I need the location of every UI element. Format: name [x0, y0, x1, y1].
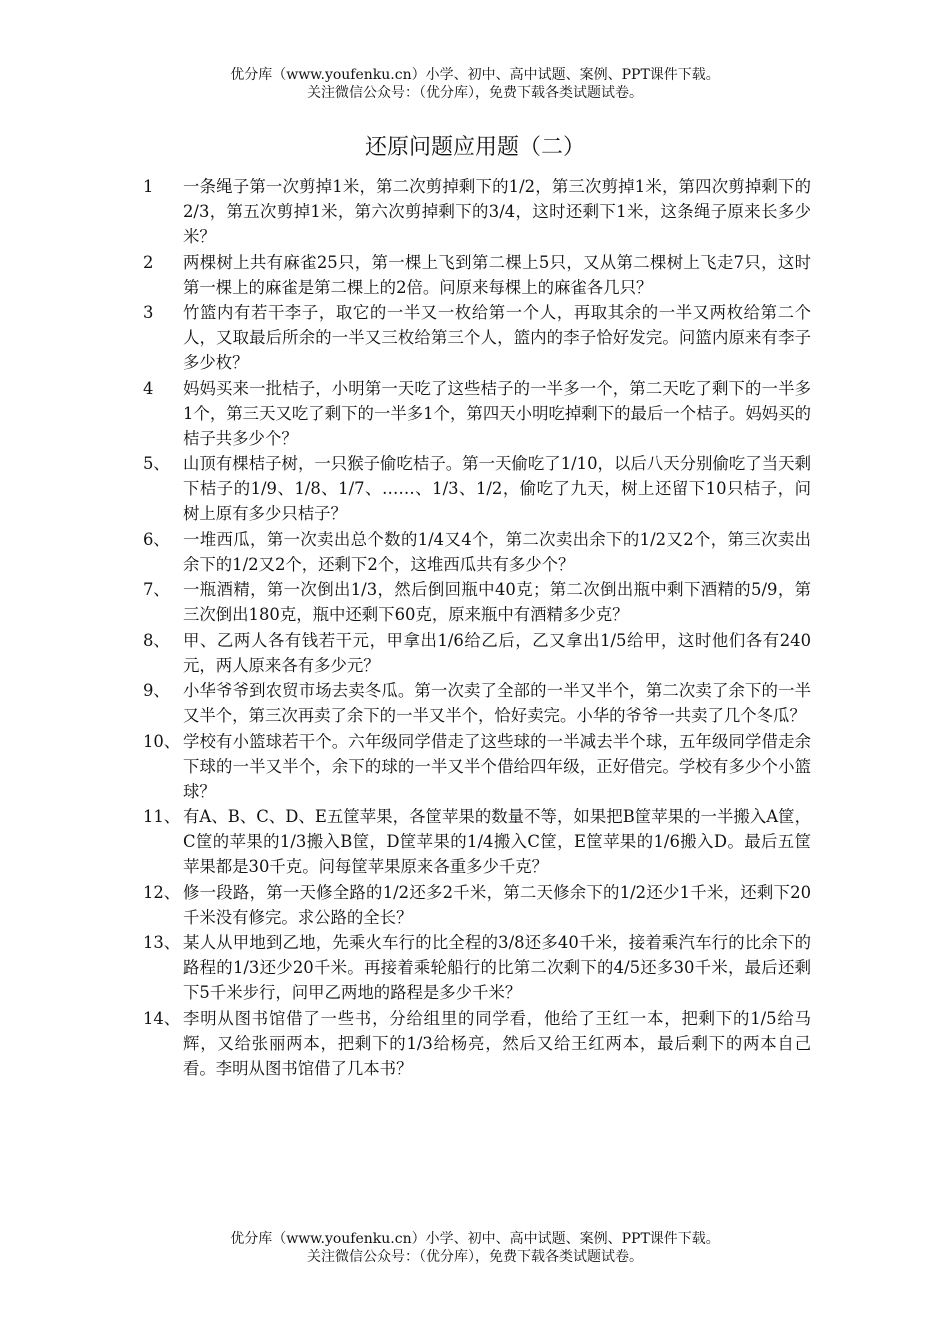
problem-number: 3 — [143, 303, 154, 322]
problem-item — [143, 1006, 811, 1081]
problem-text: 修一段路，第一天修全路的1/2还多2千米，第二天修余下的1/2还少1千米，还剩下20千米没有修完。求公路的全长？ — [183, 882, 811, 927]
problem-number: 14、 — [143, 1008, 181, 1028]
problem-number: 13、 — [143, 933, 181, 952]
problem-number: 4 — [143, 378, 154, 398]
footer-line-2: 关注微信公众号：（优分库），免费下载各类试题试卷。 — [307, 1249, 643, 1265]
problem-item — [143, 174, 811, 249]
problem-text: 甲、乙两人各有钱若干元，甲拿出1/6给乙后，乙又拿出1/5给甲，这时他们各有240元，两人原来各有多少元？ — [183, 630, 811, 675]
problem-item — [143, 300, 811, 375]
problem-number: 1 — [143, 177, 154, 196]
problem-text: 有A、B、C、D、E五筐苹果，各筐苹果的数量不等，如果把B筐苹果的一半搬入A筐，C筐的苹果的1/3搬入B筐，D筐苹果的1/4搬入C筐，E筐苹果的1/6搬入D。最后五筐苹果都是30千克。问每筐苹果原来各重多少千克？ — [183, 807, 811, 876]
page-header — [0, 66, 950, 102]
footer-line-1: 优分库（www.youfenku.cn）小学、初中、高中试题、案例、PPT课件下载。 — [230, 1231, 720, 1247]
problem-number: 12、 — [143, 882, 181, 902]
problem-text: 山顶有棵桔子树，一只猴子偷吃桔子。第一天偷吃了1/10，以后八天分别偷吃了当天剩下桔子的1/9、1/8、1/7、……、1/3、1/2，偷吃了九天，树上还留下10只桔子，问树上原有多少只桔子？ — [183, 454, 811, 523]
header-line-1: 优分库（www.youfenku.cn）小学、初中、高中试题、案例、PPT课件下载。 — [230, 67, 720, 83]
problem-item — [143, 451, 811, 526]
problem-text: 某人从甲地到乙地，先乘火车行的比全程的3/8还多40千米，接着乘汽车行的比余下的路程的1/3还少20千米。再接着乘轮船行的比第二次剩下的4/5还多30千米，最后还剩下5千米步行，问甲乙两地的路程是多少千米？ — [183, 933, 811, 1002]
problem-number: 2 — [143, 252, 154, 272]
problem-text: 两棵树上共有麻雀25只，第一棵上飞到第二棵上5只，又从第二棵树上飞走7只，这时第一棵上的麻雀是第二棵上的2倍。问原来每棵上的麻雀各几只？ — [183, 252, 811, 297]
problem-text: 一条绳子第一次剪掉1米，第二次剪掉剩下的1/2，第三次剪掉1米，第四次剪掉剩下的2/3，第五次剪掉1米，第六次剪掉剩下的3/4，这时还剩下1米，这条绳子原来长多少米？ — [183, 177, 811, 246]
problem-number: 7、 — [143, 580, 170, 599]
problem-item — [143, 250, 811, 300]
problem-text: 一堆西瓜，第一次卖出总个数的1/4又4个，第二次卖出余下的1/2又2个，第三次卖出余下的1/2又2个，还剩下2个，这堆西瓜共有多少个？ — [183, 529, 811, 574]
page-title: 还原问题应用题（二） — [364, 135, 585, 160]
problem-item — [143, 880, 811, 930]
problem-number: 11、 — [143, 807, 181, 826]
problem-text: 小华爷爷到农贸市场去卖冬瓜。第一次卖了全部的一半又半个，第二次卖了余下的一半又半个，第三次再卖了余下的一半又半个，恰好卖完。小华的爷爷一共卖了几个冬瓜？ — [183, 681, 811, 725]
page-footer — [0, 1230, 950, 1266]
problem-text: 妈妈买来一批桔子，小明第一天吃了这些桔子的一半多一个，第二天吃了剩下的一半多1个，第三天又吃了剩下的一半多1个，第四天小明吃掉剩下的最后一个桔子。妈妈买的桔子共多少个？ — [183, 378, 811, 448]
problem-number: 8、 — [143, 630, 170, 650]
problem-item — [143, 678, 811, 728]
problem-number: 9、 — [143, 681, 170, 700]
header-line-2: 关注微信公众号：（优分库），免费下载各类试题试卷。 — [307, 85, 643, 101]
problem-text: 竹篮内有若干李子，取它的一半又一枚给第一个人，再取其余的一半又两枚给第二个人，又取最后所余的一半又三枚给第三个人，篮内的李子恰好发完。问篮内原来有李子多少枚？ — [183, 303, 811, 372]
problem-item — [143, 930, 811, 1005]
problem-number: 6、 — [143, 529, 170, 549]
problem-item — [143, 729, 811, 804]
problem-text: 学校有小篮球若干个。六年级同学借走了这些球的一半减去半个球，五年级同学借走余下球的一半又半个，余下的球的一半又半个借给四年级，正好借完。学校有多少个小篮球？ — [183, 731, 811, 801]
problem-item — [143, 376, 811, 451]
problem-number: 5、 — [143, 454, 170, 473]
problem-text: 李明从图书馆借了一些书，分给组里的同学看，他给了王红一本，把剩下的1/5给马辉，又给张丽两本，把剩下的1/3给杨亮，然后又给王红两本，最后剩下的两本自己看。李明从图书馆借了几本书？ — [183, 1008, 811, 1078]
problem-text: 一瓶酒精，第一次倒出1/3，然后倒回瓶中40克；第二次倒出瓶中剩下酒精的5/9，第三次倒出180克，瓶中还剩下60克，原来瓶中有酒精多少克？ — [183, 580, 811, 624]
problem-list — [143, 174, 811, 1081]
problem-item — [143, 628, 811, 678]
problem-item — [143, 577, 811, 627]
problem-item — [143, 804, 811, 879]
problem-item — [143, 527, 811, 577]
problem-number: 10、 — [143, 731, 181, 751]
